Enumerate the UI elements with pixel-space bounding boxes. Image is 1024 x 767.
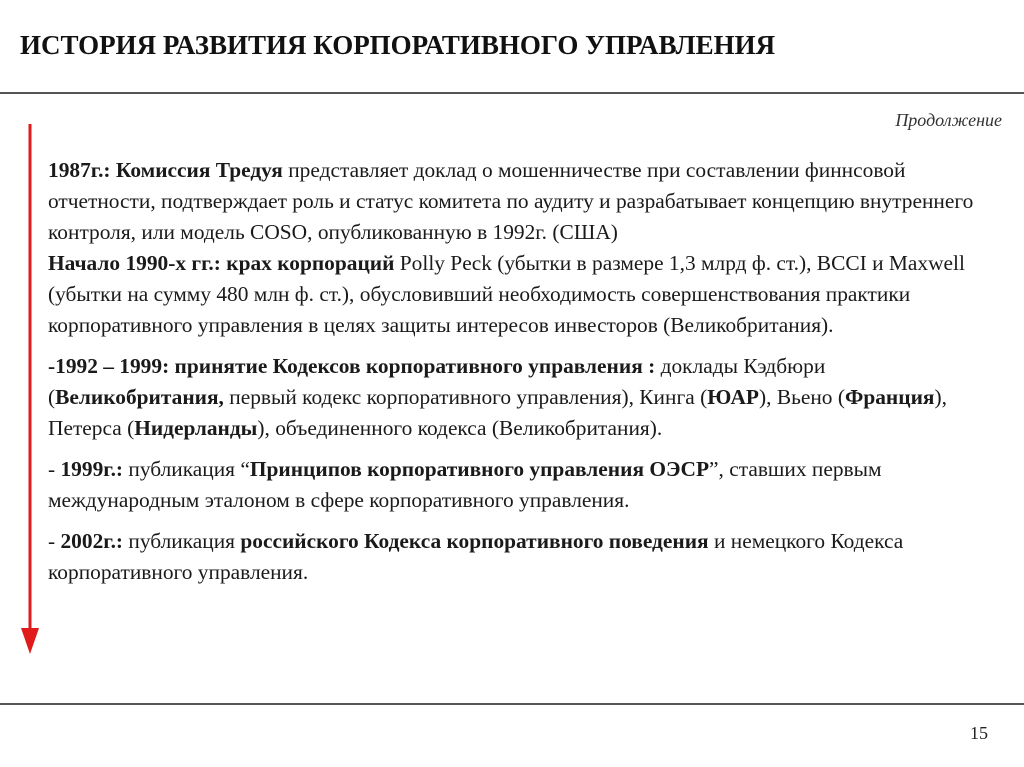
slide-title: ИСТОРИЯ РАЗВИТИЯ КОРПОРАТИВНОГО УПРАВЛЕНИЯ — [20, 30, 776, 60]
entry-1990s-text: Polly Peck (убытки в размере 1,3 млрд ф. ст.), BCCI и Maxwell (убытки на сумму 480 млн ф. ст.), обусловивший необходимость совершенствования практики корпоративного управления в целях защиты интересов инвесторов (Великобритания). — [48, 251, 965, 337]
entry-2002-text-2: и немецкого Кодекса корпоративного управления. — [48, 529, 904, 584]
entry-1990s-heading: Начало 1990-х гг.: крах корпораций — [48, 251, 395, 275]
entry-1992-country-uk: Великобритания, — [55, 385, 224, 409]
entry-1992-country-nl: Нидерланды — [134, 416, 258, 440]
continuation-label: Продолжение — [895, 110, 1002, 130]
entry-1987-text: представляет доклад о мошенничестве при составлении финнсовой отчетности, подтверждает роль и статус комитета по аудиту и разрабатывает концепцию внутреннего контроля, или модель COSO, опубликованную в 1992г. (США) — [48, 158, 974, 244]
footer-divider — [0, 703, 1024, 705]
paragraph-1992-1999 — [48, 351, 993, 444]
entry-1999-text-2: ”, ставших первым международным эталоном в сфере корпоративного управления. — [48, 457, 882, 512]
page-number: 15 — [970, 723, 988, 743]
entry-2002-russian-code: российского Кодекса корпоративного поведения — [240, 529, 709, 553]
entry-1987-heading: 1987г.: Комиссия Тредуя — [48, 158, 283, 182]
entry-1992-country-fr: Франция — [844, 385, 935, 409]
history-content — [48, 155, 993, 588]
entry-1992-text-1: доклады Кэдбюри ( — [48, 354, 826, 409]
entry-1992-heading: -1992 – 1999: принятие Кодексов корпоративного управления : — [48, 354, 656, 378]
entry-2002-heading: 2002г.: — [60, 529, 124, 553]
entry-1999-heading: 1999г.: — [60, 457, 124, 481]
entry-1999-text-1: публикация “ — [123, 457, 250, 481]
title-divider — [0, 92, 1024, 94]
entry-2002-dash: - — [48, 529, 61, 553]
entry-2002-text-1: публикация — [123, 529, 241, 553]
entry-1992-text-5: ), объединенного кодекса (Великобритания). — [257, 416, 663, 440]
entry-1999-principles: Принципов корпоративного управления ОЭСР — [249, 457, 710, 481]
paragraph-2002 — [48, 526, 993, 588]
entry-1990s — [48, 251, 965, 337]
paragraph-1999 — [48, 454, 993, 516]
entry-1992-text-2: первый кодекс корпоративного управления), Кинга ( — [223, 385, 708, 409]
entry-1987 — [48, 158, 973, 244]
paragraph-1987-1990 — [48, 155, 993, 341]
entry-1992-text-3: ), Вьено ( — [759, 385, 845, 409]
entry-1992-country-sa: ЮАР — [707, 385, 759, 409]
entry-1999-dash: - — [48, 457, 61, 481]
entry-1992-text-4: ), Петерса ( — [48, 385, 947, 440]
timeline-arrow-icon — [18, 124, 42, 654]
